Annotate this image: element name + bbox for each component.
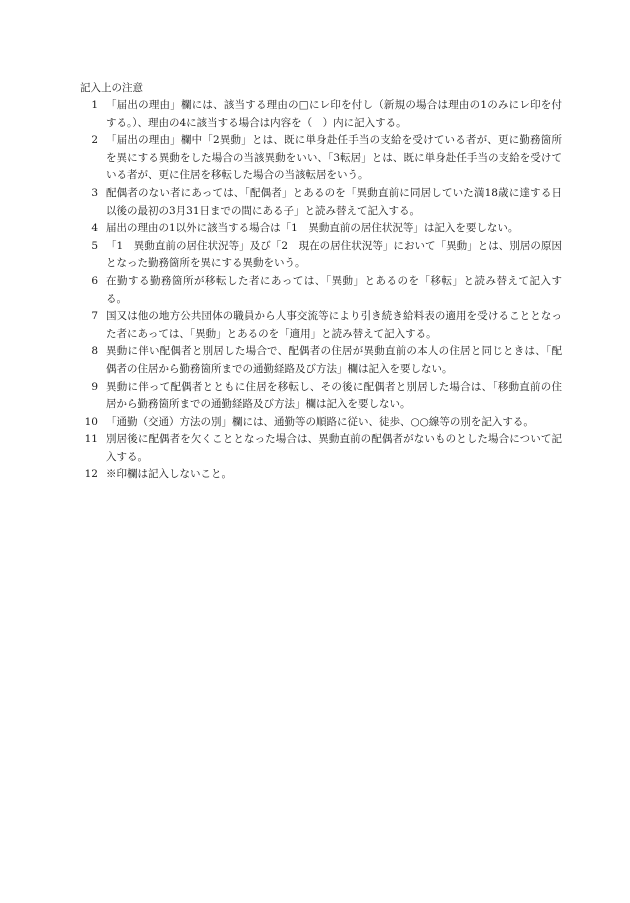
note-number: 10 bbox=[84, 415, 98, 428]
note-number: 5 bbox=[91, 239, 98, 252]
note-item bbox=[80, 343, 562, 378]
note-item bbox=[80, 466, 562, 484]
note-text: 「1 異動直前の居住状況等」及び「2 現在の居住状況等」において「異動」とは、別居の原因となった勤務箇所を異にする異動をいう。 bbox=[106, 239, 562, 270]
note-item bbox=[80, 97, 562, 132]
note-text: 「届出の理由」欄には、該当する理由の□にレ印を付し（新規の場合は理由の1のみにレ印を付する。）、理由の4に該当する場合は内容を（ ）内に記入する。 bbox=[106, 99, 562, 129]
note-number: 2 bbox=[91, 134, 98, 147]
document-title: 記入上の注意 bbox=[80, 82, 143, 94]
notes-list bbox=[80, 97, 562, 484]
note-number: 8 bbox=[91, 345, 98, 358]
note-number: 9 bbox=[91, 380, 98, 393]
note-number: 6 bbox=[91, 274, 98, 287]
note-item bbox=[80, 220, 562, 238]
note-text: 国又は他の地方公共団体の職員から人事交流等により引き続き給料表の適用を受けることとなった者にあっては、「異動」とあるのを「適用」と読み替えて記入する。 bbox=[106, 310, 562, 340]
note-number: 4 bbox=[91, 222, 98, 235]
note-text: 届出の理由の1以外に該当する場合は「1 異動直前の居住状況等」は記入を要しない。 bbox=[106, 222, 519, 235]
note-item bbox=[80, 273, 562, 308]
note-item bbox=[80, 308, 562, 343]
note-number: 12 bbox=[84, 468, 98, 481]
note-number: 1 bbox=[91, 99, 98, 111]
note-number: 7 bbox=[91, 310, 98, 323]
note-text: 在勤する勤務箇所が移転した者にあっては、「異動」とあるのを「移転」と読み替えて記入する。 bbox=[106, 274, 562, 305]
note-text: ※印欄は記入しないこと。 bbox=[106, 468, 232, 481]
note-text: 配偶者のない者にあっては、「配偶者」とあるのを「異動直前に同居していた満18歳に達する日以後の最初の3月31日までの間にある子」と読み替えて記入する。 bbox=[106, 186, 562, 217]
note-item bbox=[80, 379, 562, 414]
note-text: 「通勤（交通）方法の別」欄には、通勤等の順路に従い、徒歩、○○線等の別を記入する。 bbox=[106, 415, 534, 428]
note-item bbox=[80, 414, 562, 432]
note-text: 別居後に配偶者を欠くこととなった場合は、異動直前の配偶者がないものとした場合について記入する。 bbox=[106, 433, 562, 463]
note-text: 「届出の理由」欄中「2異動」とは、既に単身赴任手当の支給を受けている者が、更に勤務箇所を異にする異動をした場合の当該異動をいい、「3転居」とは、既に単身赴任手当の支給を受けている者が、更に住居を移転した場合の当該転居をいう。 bbox=[106, 134, 562, 182]
note-item bbox=[80, 185, 562, 220]
note-item bbox=[80, 132, 562, 185]
note-item bbox=[80, 431, 562, 466]
note-text: 異動に伴い配偶者と別居した場合で、配偶者の住居が異動直前の本人の住居と同じときは、「配偶者の住居から勤務箇所までの通勤経路及び方法」欄は記入を要しない。 bbox=[106, 345, 562, 375]
note-number: 11 bbox=[84, 433, 98, 446]
note-text: 異動に伴って配偶者とともに住居を移転し、その後に配偶者と別居した場合は、「移動直前の住居から勤務箇所までの通勤経路及び方法」欄は記入を要しない。 bbox=[106, 380, 562, 411]
note-item bbox=[80, 238, 562, 273]
note-number: 3 bbox=[91, 186, 98, 199]
